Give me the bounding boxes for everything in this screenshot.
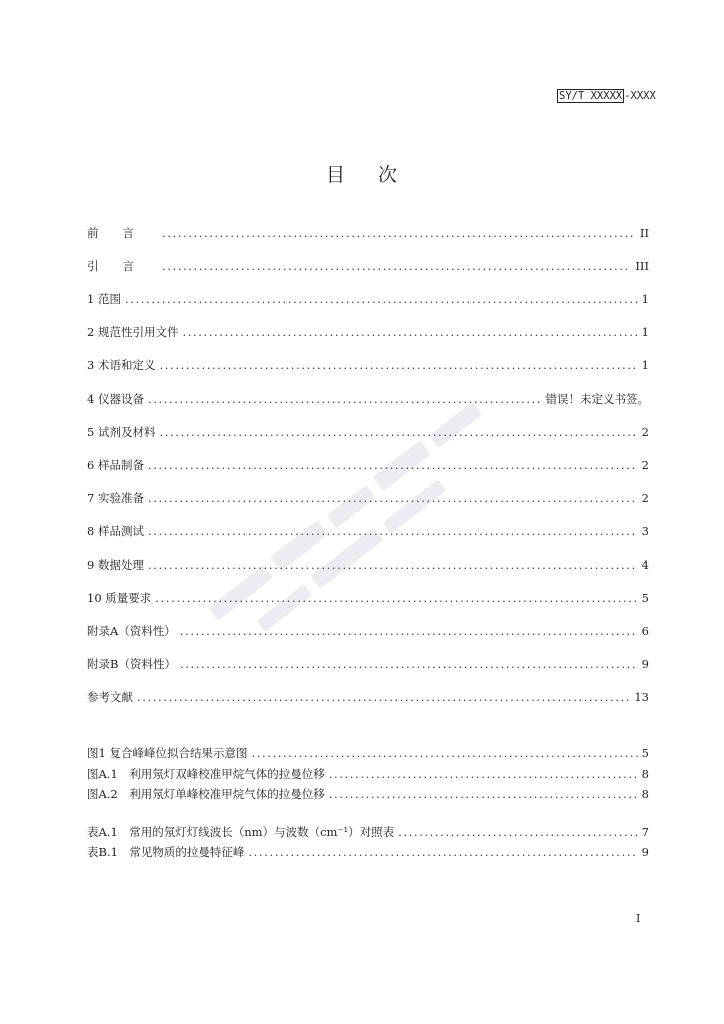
figure-entry-page: 8 bbox=[641, 787, 649, 801]
toc-entry[interactable] bbox=[87, 589, 649, 607]
figure-entry[interactable] bbox=[87, 785, 649, 803]
toc-entry[interactable] bbox=[87, 688, 649, 706]
toc-leader-dots bbox=[148, 522, 638, 540]
toc-entry-label: 5 试剂及材料 bbox=[87, 425, 156, 439]
toc-leader-dots bbox=[148, 390, 542, 408]
toc-entry[interactable] bbox=[87, 290, 649, 308]
toc-entry-page: 6 bbox=[641, 624, 649, 638]
toc-entry[interactable] bbox=[87, 257, 649, 275]
table-entry-page: 7 bbox=[641, 825, 649, 839]
toc-entry[interactable] bbox=[87, 655, 649, 673]
toc-entry-page: 3 bbox=[641, 524, 649, 538]
toc-entry[interactable] bbox=[87, 456, 649, 474]
page-title-char-1: 目 bbox=[325, 164, 346, 186]
table-entry-label: 表B.1 常见物质的拉曼特征峰 bbox=[87, 845, 245, 859]
figure-entry-label: 图A.1 利用氖灯双峰校准甲烷气体的拉曼位移 bbox=[87, 767, 325, 781]
toc-leader-dots bbox=[148, 556, 638, 574]
toc-entry[interactable] bbox=[87, 489, 649, 507]
toc-entry-page: 4 bbox=[641, 558, 649, 572]
page-title-char-2: 次 bbox=[378, 164, 399, 186]
toc-leader-dots bbox=[137, 688, 630, 706]
toc-entry-label: 附录A（资料性） bbox=[87, 624, 176, 638]
figure-entry-page: 8 bbox=[641, 767, 649, 781]
table-entry-page: 9 bbox=[641, 845, 649, 859]
toc-leader-dots bbox=[329, 765, 638, 783]
figure-entry-page: 5 bbox=[641, 746, 649, 760]
toc-entry-label: 引言 bbox=[87, 259, 158, 273]
toc-entry-label: 3 术语和定义 bbox=[87, 358, 156, 372]
toc-leader-dots bbox=[180, 622, 638, 640]
toc-entry[interactable] bbox=[87, 224, 649, 242]
toc-entry-page: 2 bbox=[641, 491, 649, 505]
toc-entry-page: 13 bbox=[634, 690, 649, 704]
page-title bbox=[0, 160, 724, 187]
toc-entry[interactable] bbox=[87, 622, 649, 640]
toc-leader-dots bbox=[180, 655, 638, 673]
table-entry[interactable] bbox=[87, 843, 649, 861]
toc-entry-page: II bbox=[639, 226, 649, 240]
figure-entry[interactable] bbox=[87, 765, 649, 783]
toc-leader-dots bbox=[155, 589, 637, 607]
toc-leader-dots bbox=[182, 323, 637, 341]
toc-entry-page: 2 bbox=[641, 425, 649, 439]
toc-leader-dots bbox=[248, 843, 637, 861]
toc-entry-label: 6 样品制备 bbox=[87, 458, 144, 472]
figure-entry-label: 图A.2 利用氖灯单峰校准甲烷气体的拉曼位移 bbox=[87, 787, 325, 801]
toc-leader-dots bbox=[398, 823, 638, 841]
toc-entry-page: 9 bbox=[641, 657, 649, 671]
toc-entry-label: 4 仪器设备 bbox=[87, 392, 144, 406]
figure-entry[interactable] bbox=[87, 744, 649, 762]
toc-entry-label: 8 样品测试 bbox=[87, 524, 144, 538]
page-number: I bbox=[636, 912, 641, 925]
toc-entry-label: 7 实验准备 bbox=[87, 491, 144, 505]
toc-leader-dots bbox=[125, 290, 638, 308]
toc-entry[interactable] bbox=[87, 556, 649, 574]
table-entry-label: 表A.1 常用的氖灯灯线波长（nm）与波数（cm⁻¹）对照表 bbox=[87, 825, 395, 839]
toc-entry-label: 2 规范性引用文件 bbox=[87, 325, 179, 339]
toc-entry[interactable] bbox=[87, 522, 649, 540]
document-code-boxed: SY/T XXXXX bbox=[559, 90, 623, 102]
table-entry[interactable] bbox=[87, 823, 649, 841]
toc-entry-label: 附录B（资料性） bbox=[87, 657, 176, 671]
toc-entry-page: 2 bbox=[641, 458, 649, 472]
toc-leader-dots bbox=[162, 257, 631, 275]
document-code-suffix: -XXXX bbox=[624, 90, 656, 102]
toc-leader-dots bbox=[148, 489, 638, 507]
toc-entry-label: 10 质量要求 bbox=[87, 591, 152, 605]
toc-leader-dots bbox=[251, 744, 637, 762]
toc-leader-dots bbox=[329, 785, 638, 803]
toc-entry[interactable] bbox=[87, 323, 649, 341]
toc-entry-page: 5 bbox=[641, 591, 649, 605]
toc-leader-dots bbox=[162, 224, 636, 242]
toc-entry-page: III bbox=[635, 259, 649, 273]
toc-leader-dots bbox=[159, 356, 637, 374]
toc-entry-page-error: 错误！未定义书签。 bbox=[545, 392, 649, 406]
toc-entry-page: 1 bbox=[641, 292, 649, 306]
toc-entry-label: 1 范围 bbox=[87, 292, 121, 306]
document-code bbox=[557, 89, 656, 103]
toc-entry-label: 参考文献 bbox=[87, 690, 133, 704]
toc-entry[interactable] bbox=[87, 390, 649, 408]
toc-entry-page: 1 bbox=[641, 358, 649, 372]
toc-leader-dots bbox=[148, 456, 638, 474]
toc-entry[interactable] bbox=[87, 423, 649, 441]
toc-leader-dots bbox=[159, 423, 637, 441]
toc-entry-label: 9 数据处理 bbox=[87, 558, 144, 572]
toc-entry-page: 1 bbox=[641, 325, 649, 339]
figure-entry-label: 图1 复合峰峰位拟合结果示意图 bbox=[87, 746, 248, 760]
toc-entry[interactable] bbox=[87, 356, 649, 374]
toc-entry-label: 前言 bbox=[87, 226, 158, 240]
